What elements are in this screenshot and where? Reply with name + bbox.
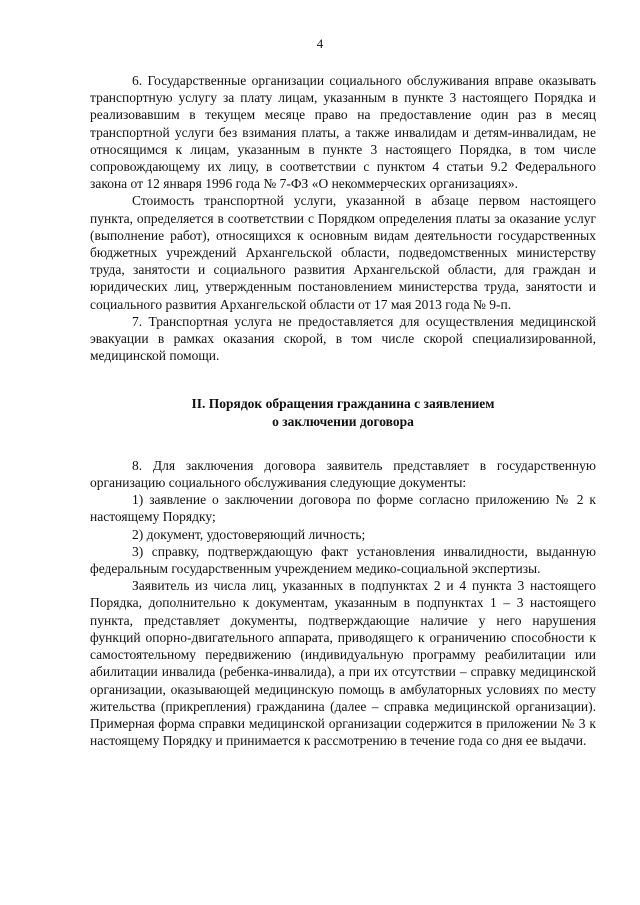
document-body — [90, 72, 596, 749]
paragraph-item-7: 7. Транспортная услуга не предоставляется для осуществления медицинской эвакуации в рамках оказания скорой, в том числе скорой специализированной, медицинской помощи. — [90, 313, 596, 364]
paragraph-applicant: Заявитель из числа лиц, указанных в подпунктах 2 и 4 пункта 3 настоящего Порядка, дополнительно к документам, указанным в подпунктах 1 – 3 настоящего пункта, представляет документы, подтверждающие наличие у него нарушения функций опорно-двигательного аппарата, приводящего к ограничению способности к самостоятельному передвижению (индивидуальную программу реабилитации или абилитации инвалида (ребенка-инвалида), а при их отсутствии – справку медицинской организации, оказывающей медицинскую помощь в амбулаторных условиях по месту жительства (прикрепления) гражданина (далее – справка медицинской организации). Примерная форма справки медицинской организации содержится в приложении № 3 к настоящему Порядку и принимается к рассмотрению в течение года со дня ее выдачи. — [90, 578, 596, 749]
page-number: 4 — [316, 36, 324, 51]
paragraph-item-6: 6. Государственные организации социального обслуживания вправе оказывать транспортную услугу за плату лицам, указанным в пункте 3 настоящего Порядка и реализовавшим в текущем месяце право на предоставление один раз в месяц транспортной услуги без взимания платы, а также инвалидам и детям-инвалидам, не относящимся к лицам, указанным в пункте 3 настоящего Порядка, в том числе сопровождающему их лицу, в соответствии с пунктом 4 статьи 9.2 Федерального закона от 12 января 1996 года № 7-ФЗ «О некоммерческих организациях». — [90, 73, 596, 192]
list-item-3: 3) справку, подтверждающую факт установления инвалидности, выданную федеральным государственным учреждением медико-социальной экспертизы. — [90, 543, 596, 577]
list-item-2: 2) документ, удостоверяющий личность; — [132, 526, 366, 542]
section-heading — [90, 395, 596, 429]
section-heading-line-1: II. Порядок обращения гражданина с заявлением — [191, 396, 495, 412]
section-heading-line-2: о заключении договора — [272, 413, 414, 429]
paragraph-item-8: 8. Для заключения договора заявитель представляет в государственную организацию социального обслуживания следующие документы: — [90, 457, 596, 491]
list-item-1: 1) заявление о заключении договора по форме согласно приложению № 2 к настоящему Порядку; — [90, 492, 596, 525]
paragraph-cost: Стоимость транспортной услуги, указанной в абзаце первом настоящего пункта, определяется в соответствии с Порядком определения платы за оказание услуг (выполнение работ), относящихся к основным видам деятельности государственных бюджетных учреждений Архангельской области, подведомственных министерству труда, занятости и социального развития Архангельской области, для граждан и юридических лиц, утвержденным постановлением министерства труда, занятости и социального развития Архангельской области от 17 мая 2013 года № 9-п. — [90, 193, 596, 312]
